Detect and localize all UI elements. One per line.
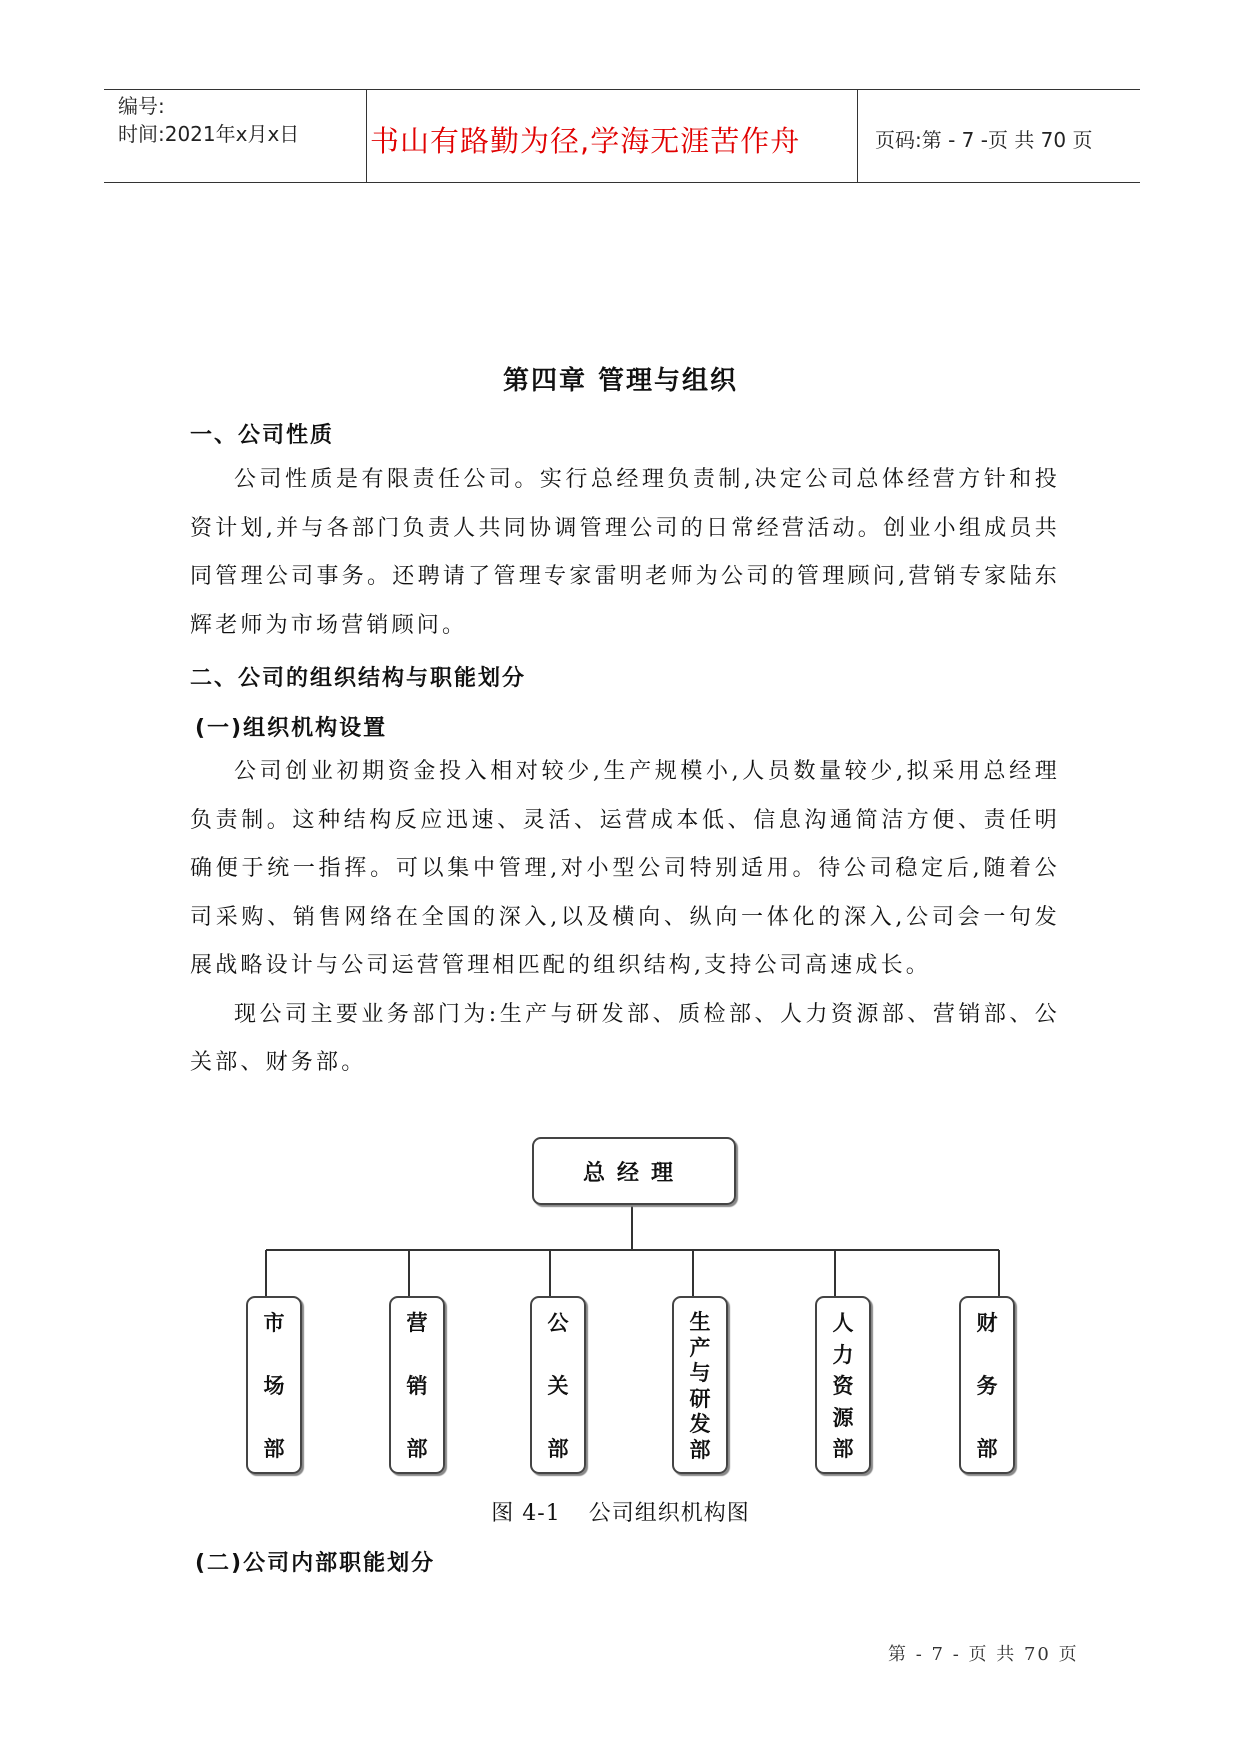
time-label: 时间:2021年x月x日 — [118, 122, 300, 146]
page-footer: 第 - 7 - 页 共 70 页 — [888, 1644, 1079, 1665]
header-motto: 书山有路勤为径,学海无涯苦作舟 — [370, 124, 801, 158]
dept-char: 务 — [976, 1374, 998, 1398]
org-node-market-dept — [246, 1296, 302, 1474]
dept-char: 公 — [547, 1311, 569, 1335]
dept-char: 部 — [832, 1437, 854, 1461]
dept-char: 生 — [689, 1310, 711, 1334]
dept-char: 与 — [689, 1361, 711, 1386]
subsection-heading-functions: (二)公司内部职能划分 — [195, 1551, 436, 1576]
dept-char: 部 — [689, 1437, 711, 1462]
dept-char: 研 — [689, 1386, 711, 1411]
org-node-finance-dept — [959, 1296, 1015, 1474]
org-node-pr-dept — [530, 1296, 586, 1474]
dept-char: 财 — [976, 1311, 998, 1335]
dept-char: 人 — [832, 1311, 854, 1335]
dept-char: 产 — [689, 1335, 711, 1360]
subsection-heading-org-setup: (一)组织机构设置 — [195, 716, 388, 741]
dept-char: 部 — [406, 1437, 428, 1461]
caption-number: 图 4-1 — [491, 1501, 561, 1526]
dept-char: 场 — [263, 1374, 285, 1398]
dept-char: 资 — [832, 1374, 854, 1398]
dept-char: 发 — [689, 1412, 711, 1437]
dept-char: 营 — [406, 1311, 428, 1335]
paragraph-text: 现公司主要业务部门为:生产与研发部、质检部、人力资源部、营销部、公关部、财务部。 — [190, 1001, 1060, 1075]
org-node-general-manager: 总经理 — [532, 1137, 736, 1205]
dept-char: 销 — [406, 1374, 428, 1398]
figure-caption — [0, 1496, 1241, 1527]
dept-char: 部 — [263, 1437, 285, 1461]
dept-char: 市 — [263, 1311, 285, 1335]
section-heading-company-nature: 一、公司性质 — [190, 423, 335, 448]
org-node-sales-dept — [389, 1296, 445, 1474]
org-node-hr-dept — [815, 1296, 871, 1474]
dept-char: 力 — [832, 1342, 854, 1367]
header-page-label: 页码:第 - 7 -页 共 70 页 — [875, 128, 1093, 152]
caption-text: 公司组织机构图 — [588, 1501, 750, 1526]
org-node-production-rd-dept — [672, 1296, 728, 1474]
dept-char: 部 — [976, 1437, 998, 1461]
paragraph-text: 公司创业初期资金投入相对较少,生产规模小,人员数量较少,拟采用总经理负责制。这种结构反应迅速、灵活、运营成本低、信息沟通简洁方便、责任明确便于统一指挥。可以集中管理,对小型公司特别适用。待公司稳定后,随着公司采购、销售网络在全国的深入,以及横向、纵向一体化的深入,公司会一句发展战略设计与公司运营管理相匹配的组织结构,支持公司高速成长。 — [190, 759, 1060, 978]
dept-char: 部 — [547, 1437, 569, 1461]
paragraph-text: 公司性质是有限责任公司。实行总经理负责制,决定公司总体经营方针和投资计划,并与各部门负责人共同协调管理公司的日常经营活动。创业小组成员共同管理公司事务。还聘请了管理专家雷明老师为公司的管理顾问,营销专家陆东辉老师为市场营销顾问。 — [190, 467, 1060, 638]
dept-char: 关 — [547, 1374, 569, 1398]
dept-char: 源 — [832, 1405, 854, 1430]
section-heading-org-structure: 二、公司的组织结构与职能划分 — [190, 666, 527, 691]
chapter-title: 第四章 管理与组织 — [502, 366, 739, 396]
serial-label: 编号: — [118, 94, 165, 118]
